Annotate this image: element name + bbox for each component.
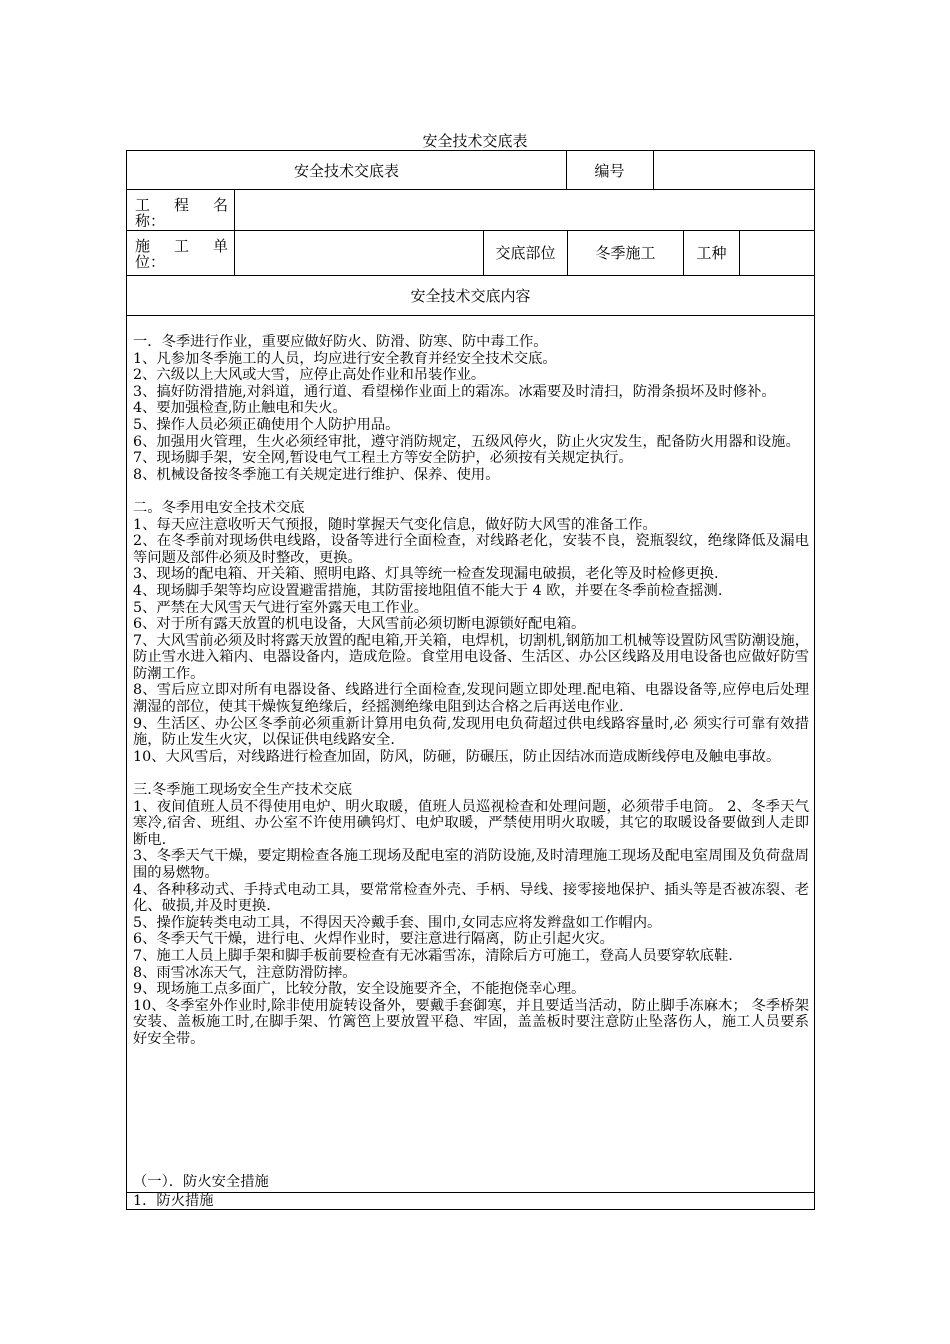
disclosure-form <box>126 150 815 1210</box>
fire-measures-heading: 1．防火措施 <box>133 1193 214 1209</box>
content-paragraph: 2、六级以上大风或大雪，应停止高处作业和吊装作业。 <box>133 367 486 384</box>
content-paragraph: 7、施工人员上脚手架和脚手板前要检查有无冰霜雪冻，清除后方可施工，登高人员要穿软底鞋. <box>133 947 733 964</box>
content-paragraph: 二。冬季用电安全技术交底 <box>133 499 305 516</box>
paragraph-gap <box>133 483 809 500</box>
content-paragraph: 9、生活区、办公区冬季前必须重新计算用电负荷,发现用电负荷超过供电线路容量时,必 须实行可靠有效措施，防止发生火灾，以保证供电线路安全. <box>133 715 809 749</box>
content-paragraph: 4、各种移动式、手持式电动工具，要常常检查外壳、手柄、导线、接零接地保护、插头等是否被冻裂、老化、破损,并及时更换. <box>133 881 809 915</box>
content-paragraph: 10、冬季室外作业时,除非使用旋转设备外，要戴手套御寒，并且要适当活动，防止脚手冻麻木； 冬季桥架安装、盖板施工时,在脚手架、竹篱笆上要放置平稳、牢固，盖盖板时要注意防止坠落伤人，施工人员要系好安全带。 <box>133 997 809 1047</box>
construction-unit-label: 施 工 单 位： <box>135 238 228 270</box>
number-field[interactable] <box>653 151 814 189</box>
content-paragraph: 5、操作人员必须正确使用个人防护用品。 <box>133 416 400 433</box>
content-paragraph: 5、操作旋转类电动工具，不得因天冷戴手套、围巾,女同志应将发辫盘如工作帽内。 <box>133 914 662 931</box>
project-name-label: 工 程 名 称： <box>135 197 228 227</box>
content-paragraph: 1、凡参加冬季施工的人员，均应进行安全教育并经安全技术交底。 <box>133 350 557 367</box>
content-paragraph: 3、现场的配电箱、开关箱、照明电路、灯具等统一检查发现漏电破损，老化等及时检修更换. <box>133 566 719 583</box>
content-paragraph: 3、冬季天气干燥，要定期检查各施工现场及配电室的消防设施,及时清理施工现场及配电室周围及负荷盘周围的易燃物。 <box>133 848 809 881</box>
disclosure-content <box>133 334 809 1048</box>
row-divider <box>127 315 814 316</box>
content-paragraph: 三.冬季施工现场安全生产技术交底 <box>133 782 352 799</box>
content-paragraph: 8、雪后应立即对所有电器设备、线路进行全面检查,发现问题立即处理.配电箱、电器设备等,应停电后处理潮湿的部位，使其干燥恢复绝缘后，经摇测绝缘电阻到达合格之后再送电作业. <box>133 682 809 716</box>
fire-safety-heading: （一）．防火安全措施 <box>133 1174 269 1190</box>
form-name: 安全技术交底表 <box>293 161 399 180</box>
project-name-field[interactable] <box>235 189 814 230</box>
content-paragraph: 4、要加强检查,防止触电和失火。 <box>133 400 347 417</box>
trade-label: 工种 <box>696 244 727 262</box>
content-paragraph: 6、加强用火管理，生火必须经审批，遵守消防规定，五级风停火，防止火灾发生，配备防火用器和设施。 <box>133 433 800 450</box>
disclosure-part-value: 冬季施工 <box>595 244 656 262</box>
content-paragraph: 10、大风雪后，对线路进行检查加固，防风，防砸，防碾压，防止因结冰而造成断线停电及触电事故。 <box>133 748 781 765</box>
row-divider <box>127 1192 814 1193</box>
content-paragraph: 6、对于所有露天放置的机电设备，大风雪前必须切断电源锁好配电箱。 <box>133 616 586 633</box>
disclosure-part-label: 交底部位 <box>495 244 556 262</box>
content-paragraph: 4、现场脚手架等均应设置避雷措施，其防雷接地阻值不能大于 4 欧，并要在冬季前检查摇测. <box>133 582 723 599</box>
content-paragraph: 一．冬季进行作业，重要应做好防火、防滑、防寒、防中毒工作。 <box>133 334 548 350</box>
section-heading: 安全技术交底内容 <box>410 286 531 305</box>
trade-field[interactable] <box>740 230 814 275</box>
content-paragraph: 2、在冬季前对现场供电线路，设备等进行全面检查，对线路老化，安装不良，瓷瓶裂纹，绝缘降低及漏电等问题及部件必须及时整改，更换。 <box>133 533 809 566</box>
construction-unit-field[interactable] <box>235 230 483 275</box>
content-paragraph: 9、现场施工点多面广，比较分散，安全设施要齐全，不能抱侥幸心理。 <box>133 981 586 998</box>
content-paragraph: 8、雨雪冰冻天气，注意防滑防摔。 <box>133 964 357 981</box>
content-paragraph: 7、大风雪前必须及时将露天放置的配电箱,开关箱，电焊机，切割机,钢筋加工机械等设置防风雪防潮设施，防止雪水进入箱内、电器设备内，造成危险。食堂用电设备、生活区、办公区线路及用电设备也应做好防雪防潮工作。 <box>133 632 809 682</box>
content-paragraph: 5、严禁在大风雪天气进行室外露天电工作业。 <box>133 599 429 616</box>
content-paragraph: 3、搞好防滑措施,对斜道，通行道、看望梯作业面上的霜冻。冰霜要及时清扫，防滑条损坏及时修补。 <box>133 383 776 400</box>
content-paragraph: 6、冬季天气干燥，进行电、火焊作业时，要注意进行隔离，防止引起火灾。 <box>133 931 614 948</box>
paragraph-gap <box>133 765 809 782</box>
content-paragraph: 1、夜间值班人员不得使用电炉、明火取暖，值班人员巡视检查和处理问题，必须带手电筒。 2、冬季天气寒冷,宿舍、班组、办公室不许使用碘钨灯、电炉取暖，严禁使用明火取暖，其它的取暖设备要做到人走即断电. <box>133 798 809 848</box>
number-label: 编号 <box>594 161 625 180</box>
content-paragraph: 8、机械设备按冬季施工有关规定进行维护、保养、使用。 <box>133 466 500 483</box>
content-paragraph: 1、每天应注意收听天气预报，随时掌握天气变化信息，做好防大风雪的准备工作。 <box>133 516 657 533</box>
content-paragraph: 7、现场脚手架，安全网,暂设电气工程土方等安全防护，必须按有关规定执行。 <box>133 450 633 467</box>
page-title: 安全技术交底表 <box>422 132 528 150</box>
